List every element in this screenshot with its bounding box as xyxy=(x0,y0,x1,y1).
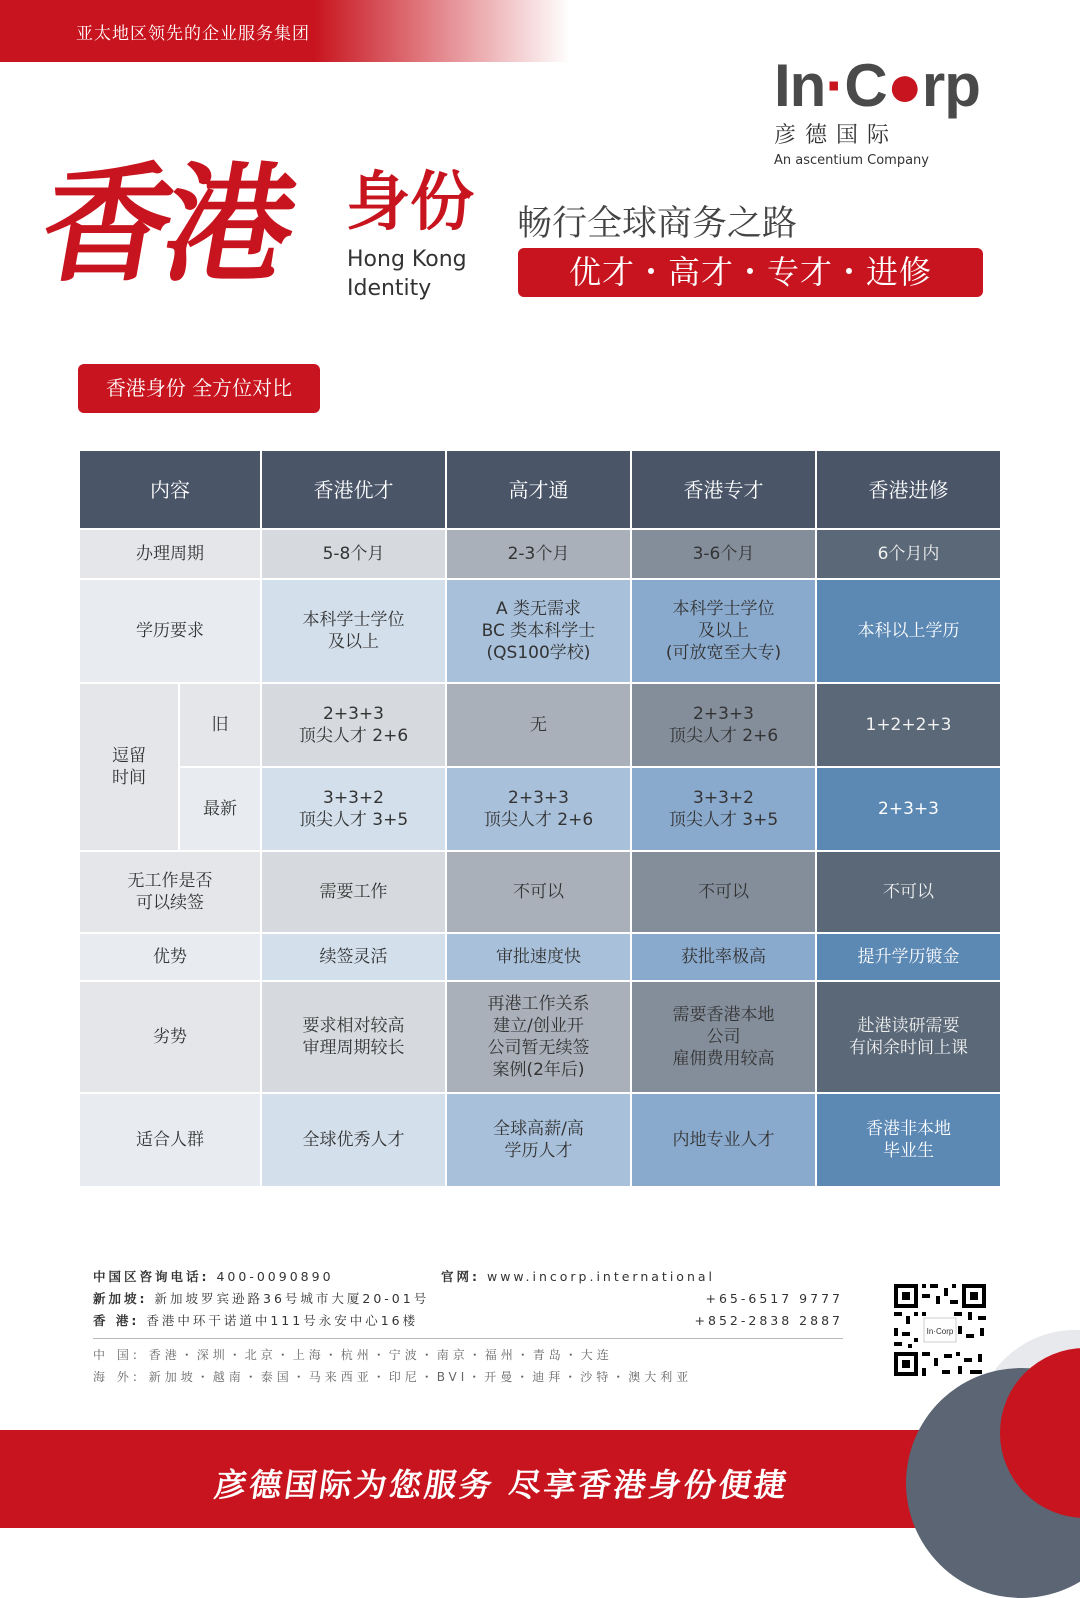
footer-row-phone xyxy=(93,1266,853,1288)
table-cell: 2-3个月 xyxy=(447,530,630,578)
table-row xyxy=(80,530,1000,578)
footer-row-hongkong xyxy=(93,1310,853,1332)
table-cell: 赴港读研需要 有闲余时间上课 xyxy=(817,982,1000,1092)
table-cell: 2+3+3 顶尖人才 2+6 xyxy=(632,684,815,766)
overseas-cities: 新加坡・越南・泰国・马来西亚・印尼・BVI・开曼・迪拜・沙特・澳大利亚 xyxy=(148,1370,693,1384)
row-sublabel: 旧 xyxy=(180,684,260,766)
comparison-table xyxy=(78,449,1002,1188)
website-link[interactable]: www.incorp.international xyxy=(486,1269,716,1284)
footer-row-china-cities xyxy=(93,1344,853,1366)
sg-address: 新加坡罗宾逊路36号城市大厦20-01号 xyxy=(154,1291,430,1306)
website-label: 官网: xyxy=(441,1269,480,1284)
header-ttps: 高才通 xyxy=(447,451,630,528)
table-row xyxy=(80,982,1000,1092)
footer-divider xyxy=(93,1338,843,1339)
table-row xyxy=(80,934,1000,980)
logo-sub: An ascentium Company xyxy=(774,153,929,168)
row-label: 办理周期 xyxy=(80,530,260,578)
table-cell: 要求相对较高 审理周期较长 xyxy=(262,982,445,1092)
incorp-logo xyxy=(774,52,1004,168)
row-label: 优势 xyxy=(80,934,260,980)
table-cell: 本科以上学历 xyxy=(817,580,1000,682)
table-row xyxy=(80,852,1000,932)
table-cell: 不可以 xyxy=(447,852,630,932)
row-label: 劣势 xyxy=(80,982,260,1092)
section-title: 香港身份 全方位对比 xyxy=(78,364,320,413)
table-cell: 提升学历镀金 xyxy=(817,934,1000,980)
logo-cn: 彦德国际 xyxy=(774,123,899,148)
phone-label: 中国区咨询电话: xyxy=(93,1269,210,1284)
table-cell: 再港工作关系 建立/创业开 公司暂无续签 案例(2年后) xyxy=(447,982,630,1092)
row-label: 无工作是否 可以续签 xyxy=(80,852,260,932)
hk-label: 香 港: xyxy=(93,1313,140,1328)
bottom-slogan: 彦德国际为您服务 尽享香港身份便捷 xyxy=(212,1466,792,1504)
header-qmas: 香港优才 xyxy=(262,451,445,528)
hero-title-big: 香港 xyxy=(30,150,302,300)
logo-text-c: C xyxy=(844,52,887,119)
row-sublabel: 最新 xyxy=(180,768,260,850)
header-study: 香港进修 xyxy=(817,451,1000,528)
table-header-row xyxy=(80,451,1000,528)
table-cell: 全球高薪/高 学历人才 xyxy=(447,1094,630,1186)
table-cell: 本科学士学位 及以上 (可放宽至大专) xyxy=(632,580,815,682)
hk-phone[interactable]: +852-2838 2887 xyxy=(694,1313,843,1328)
table-row xyxy=(80,768,1000,850)
table-cell: 不可以 xyxy=(632,852,815,932)
row-label: 逗留 时间 xyxy=(80,684,178,850)
table-cell: 需要工作 xyxy=(262,852,445,932)
table-cell: 1+2+2+3 xyxy=(817,684,1000,766)
header-gep: 香港专才 xyxy=(632,451,815,528)
table-cell: 香港非本地 毕业生 xyxy=(817,1094,1000,1186)
sg-label: 新加坡: xyxy=(93,1291,148,1306)
qr-code-icon[interactable] xyxy=(892,1282,988,1378)
hero-title-small: 身份 xyxy=(346,166,474,240)
logo-text-rp: rp xyxy=(921,52,980,119)
table-cell: 获批率极高 xyxy=(632,934,815,980)
table-row xyxy=(80,580,1000,682)
table-cell: 3+3+2 顶尖人才 3+5 xyxy=(262,768,445,850)
hero-title-en-line1: Hong Kong xyxy=(347,247,467,272)
header-content: 内容 xyxy=(80,451,260,528)
hero-title-en xyxy=(347,245,467,303)
company-tagline: 亚太地区领先的企业服务集团 xyxy=(76,24,310,44)
table-cell: 内地专业人才 xyxy=(632,1094,815,1186)
cn-cities: 香港・深圳・北京・上海・杭州・宁波・南京・福州・青岛・大连 xyxy=(148,1348,613,1362)
globe-icon: ● xyxy=(886,52,922,119)
table-cell: 无 xyxy=(447,684,630,766)
phone-number[interactable]: 400-0090890 xyxy=(216,1269,334,1284)
contact-footer xyxy=(93,1266,853,1388)
svg-text:In·Corp: In·Corp xyxy=(926,1327,954,1336)
footer-row-overseas-cities xyxy=(93,1366,853,1388)
logo-text-in: In xyxy=(774,52,826,119)
table-cell: 全球优秀人才 xyxy=(262,1094,445,1186)
hero-slogan: 畅行全球商务之路 xyxy=(517,204,798,244)
row-label: 学历要求 xyxy=(80,580,260,682)
table-cell: 需要香港本地 公司 雇佣费用较高 xyxy=(632,982,815,1092)
table-cell: 2+3+3 顶尖人才 2+6 xyxy=(447,768,630,850)
table-cell: 6个月内 xyxy=(817,530,1000,578)
row-label: 适合人群 xyxy=(80,1094,260,1186)
footer-row-singapore xyxy=(93,1288,853,1310)
table-cell: 3+3+2 顶尖人才 3+5 xyxy=(632,768,815,850)
table-cell: 审批速度快 xyxy=(447,934,630,980)
overseas-label: 海 外: xyxy=(93,1370,141,1384)
table-cell: 2+3+3 xyxy=(817,768,1000,850)
sg-phone[interactable]: +65-6517 9777 xyxy=(705,1291,843,1306)
table-row xyxy=(80,1094,1000,1186)
hero-tags: 优才・高才・专才・进修 xyxy=(518,248,983,297)
table-cell: 3-6个月 xyxy=(632,530,815,578)
table-cell: 本科学士学位 及以上 xyxy=(262,580,445,682)
table-cell: 不可以 xyxy=(817,852,1000,932)
hero-title-en-line2: Identity xyxy=(347,276,432,301)
table-cell: 2+3+3 顶尖人才 2+6 xyxy=(262,684,445,766)
table-row xyxy=(80,684,1000,766)
table-cell: 5-8个月 xyxy=(262,530,445,578)
cn-label: 中 国: xyxy=(93,1348,141,1362)
logo-dot: · xyxy=(825,52,845,119)
table-cell: A 类无需求 BC 类本科学士 (QS100学校) xyxy=(447,580,630,682)
qr-code-graphic xyxy=(892,1282,988,1378)
hk-address: 香港中环干诺道中111号永安中心16楼 xyxy=(146,1313,419,1328)
top-banner xyxy=(0,0,570,62)
table-cell: 续签灵活 xyxy=(262,934,445,980)
